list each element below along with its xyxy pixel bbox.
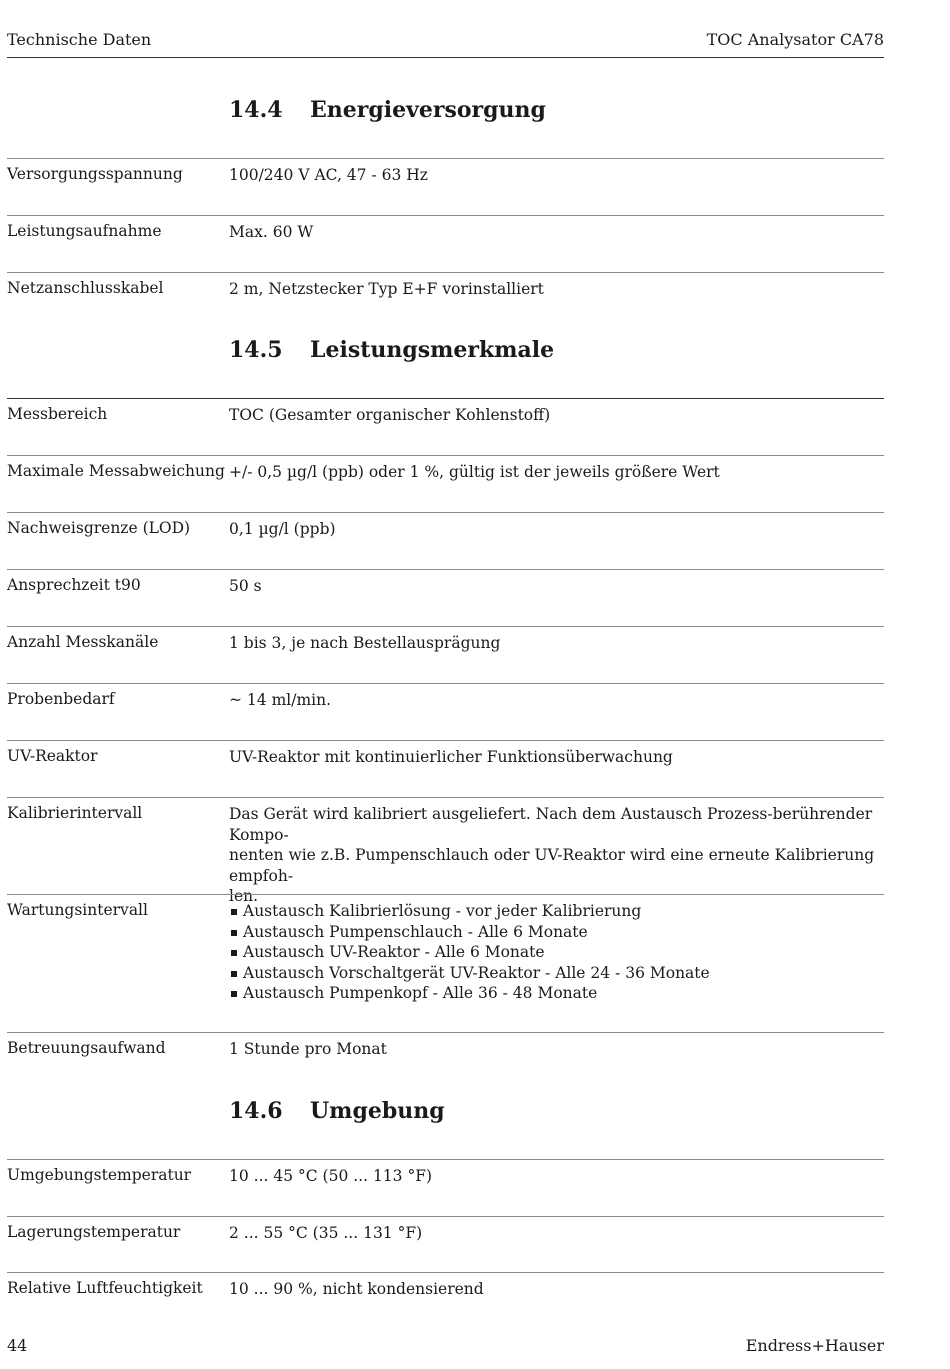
spec-row	[7, 626, 884, 683]
spec-label: Wartungsintervall	[7, 901, 148, 919]
bullet-item: Austausch Pumpenkopf - Alle 36 - 48 Monate	[229, 983, 884, 1004]
spec-value: 50 s	[229, 577, 262, 595]
spec-label: Relative Luftfeuchtigkeit	[7, 1279, 203, 1297]
section-title-energieversorgung	[229, 97, 546, 123]
brand-footer: Endress+Hauser	[745, 1336, 884, 1355]
spec-value-line: nenten wie z.B. Pumpenschlauch oder UV-Reaktor wird eine erneute Kalibrierung empfoh-	[229, 846, 875, 885]
spec-value: 2 m, Netzstecker Typ E+F vorinstalliert	[229, 280, 544, 298]
spec-value: +/- 0,5 µg/l (ppb) oder 1 %, gültig ist der jeweils größere Wert	[229, 463, 720, 481]
spec-value: ~ 14 ml/min.	[229, 691, 332, 709]
bullet-list-container	[229, 901, 884, 1004]
spec-value: 2 ... 55 °C (35 ... 131 °F)	[229, 1224, 423, 1242]
spec-value: 100/240 V AC, 47 - 63 Hz	[229, 166, 428, 184]
spec-value-multiline	[229, 804, 884, 907]
bullet-item: Austausch UV-Reaktor - Alle 6 Monate	[229, 942, 884, 963]
spec-label: Netzanschlusskabel	[7, 279, 164, 297]
spec-row	[7, 683, 884, 740]
section-number: 14.4	[229, 97, 283, 123]
spec-value: 10 ... 90 %, nicht kondensierend	[229, 1280, 484, 1298]
spec-value: Max. 60 W	[229, 223, 314, 241]
spec-value: 1 Stunde pro Monat	[229, 1040, 387, 1058]
spec-value: 1 bis 3, je nach Bestellausprägung	[229, 634, 501, 652]
running-header-right: TOC Analysator CA78	[706, 30, 884, 49]
spec-label: Nachweisgrenze (LOD)	[7, 519, 191, 537]
spec-row	[7, 1159, 884, 1216]
page-number: 44	[7, 1336, 28, 1355]
spec-value: 0,1 µg/l (ppb)	[229, 520, 336, 538]
spec-label: UV-Reaktor	[7, 747, 98, 765]
spec-label: Kalibrierintervall	[7, 804, 143, 822]
spec-row	[7, 158, 884, 215]
spec-label: Lagerungstemperatur	[7, 1223, 181, 1241]
spec-row	[7, 1032, 884, 1089]
spec-value: TOC (Gesamter organischer Kohlenstoff)	[229, 406, 551, 424]
spec-row	[7, 398, 884, 455]
spec-label: Maximale Messabweichung	[7, 462, 225, 480]
spec-label: Ansprechzeit t90	[7, 576, 141, 594]
section-heading: Leistungsmerkmale	[310, 337, 555, 363]
bullet-item: Austausch Kalibrierlösung - vor jeder Kalibrierung	[229, 901, 884, 922]
spec-value: 10 ... 45 °C (50 ... 113 °F)	[229, 1167, 433, 1185]
spec-label: Anzahl Messkanäle	[7, 633, 159, 651]
spec-label: Versorgungsspannung	[7, 165, 183, 183]
spec-value-line: Das Gerät wird kalibriert ausgeliefert. Nach dem Austausch Prozess-berührender Kompo-	[229, 805, 873, 844]
spec-label: Messbereich	[7, 405, 108, 423]
spec-row	[7, 455, 884, 512]
running-header-left: Technische Daten	[7, 30, 152, 49]
section-title-leistungsmerkmale	[229, 337, 554, 363]
spec-label: Leistungsaufnahme	[7, 222, 162, 240]
section-number: 14.5	[229, 337, 283, 363]
spec-label: Betreuungsaufwand	[7, 1039, 166, 1057]
spec-row	[7, 740, 884, 797]
bullet-list	[229, 901, 884, 1004]
spec-label: Umgebungstemperatur	[7, 1166, 192, 1184]
header-rule	[7, 57, 884, 58]
bullet-item: Austausch Vorschaltgerät UV-Reaktor - Alle 24 - 36 Monate	[229, 963, 884, 984]
spec-value: UV-Reaktor mit kontinuierlicher Funktionsüberwachung	[229, 748, 673, 766]
section-heading: Energieversorgung	[310, 97, 546, 123]
spec-row	[7, 894, 884, 1032]
section-number: 14.6	[229, 1098, 283, 1124]
spec-value-line: len.	[229, 887, 259, 905]
spec-row	[7, 569, 884, 626]
spec-row	[7, 272, 884, 329]
spec-row	[7, 215, 884, 272]
spec-row	[7, 1272, 884, 1323]
bullet-item: Austausch Pumpenschlauch - Alle 6 Monate	[229, 922, 884, 943]
spec-row	[7, 1216, 884, 1273]
section-title-umgebung	[229, 1098, 445, 1124]
spec-row	[7, 797, 884, 905]
spec-label: Probenbedarf	[7, 690, 115, 708]
section-heading: Umgebung	[310, 1098, 445, 1124]
spec-row	[7, 512, 884, 569]
